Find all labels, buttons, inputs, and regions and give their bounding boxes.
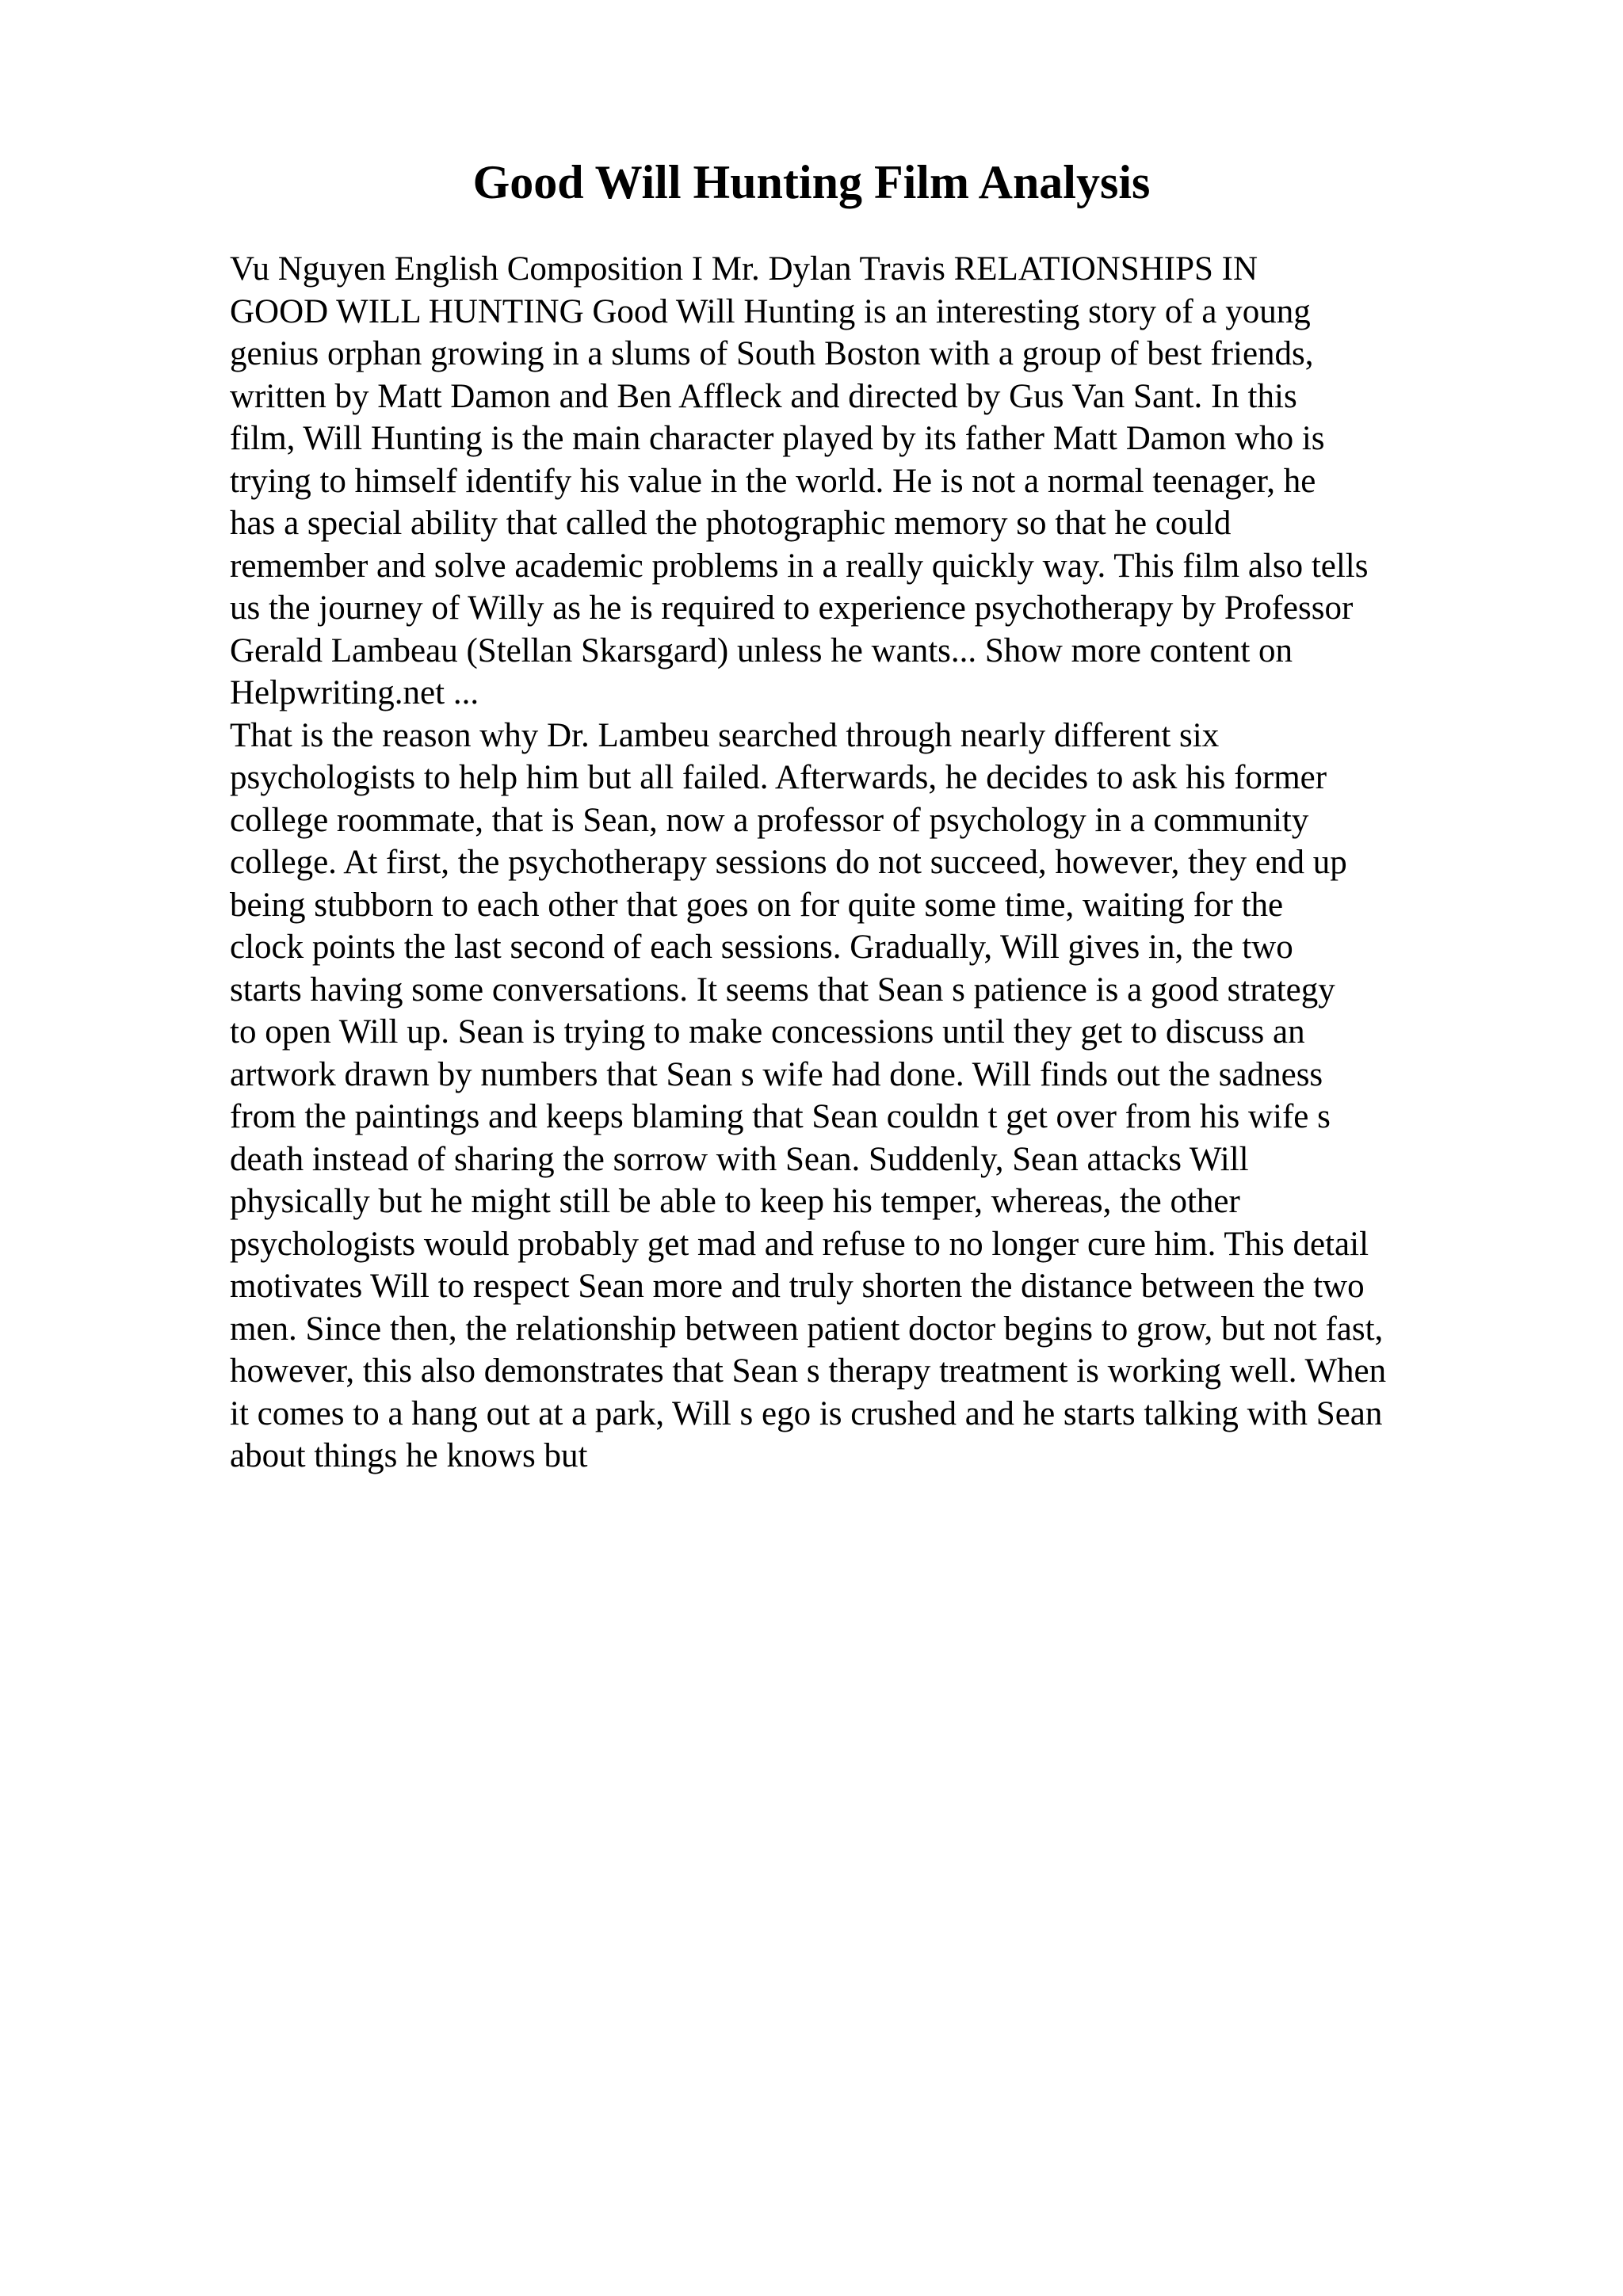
body-line: from the paintings and keeps blaming that Sean couldn t get over from his wife s — [230, 1098, 1331, 1135]
body-line: Vu Nguyen English Composition I Mr. Dylan Travis RELATIONSHIPS IN — [230, 250, 1258, 288]
body-line: trying to himself identify his value in the world. He is not a normal teenager, he — [230, 462, 1316, 500]
body-line: to open Will up. Sean is trying to make concessions until they get to discuss an — [230, 1013, 1305, 1051]
body-line: men. Since then, the relationship between patient doctor begins to grow, but not fast, — [230, 1310, 1384, 1348]
body-line: artwork drawn by numbers that Sean s wife had done. Will finds out the sadness — [230, 1055, 1323, 1093]
body-line: psychologists to help him but all failed. Afterwards, he decides to ask his former — [230, 759, 1327, 796]
body-line: us the journey of Willy as he is required to experience psychotherapy by Professor — [230, 589, 1354, 627]
body-line: college roommate, that is Sean, now a professor of psychology in a community — [230, 801, 1309, 839]
body-line: starts having some conversations. It seems that Sean s patience is a good strategy — [230, 971, 1335, 1009]
body-line: motivates Will to respect Sean more and truly shorten the distance between the two — [230, 1268, 1365, 1305]
body-line: GOOD WILL HUNTING Good Will Hunting is an interesting story of a young — [230, 292, 1311, 330]
body-line: death instead of sharing the sorrow with Sean. Suddenly, Sean attacks Will — [230, 1140, 1249, 1178]
body-line: Gerald Lambeau (Stellan Skarsgard) unless he wants... Show more content on — [230, 631, 1293, 669]
body-line: being stubborn to each other that goes on for quite some time, waiting for the — [230, 886, 1284, 924]
body-line: psychologists would probably get mad and refuse to no longer cure him. This detail — [230, 1225, 1369, 1263]
body-line: physically but he might still be able to keep his temper, whereas, the other — [230, 1183, 1240, 1220]
body-line: however, this also demonstrates that Sean s therapy treatment is working well. When — [230, 1352, 1387, 1390]
body-line: remember and solve academic problems in a really quickly way. This film also tells — [230, 547, 1369, 585]
body-line: clock points the last second of each sessions. Gradually, Will gives in, the two — [230, 929, 1293, 966]
body-line: That is the reason why Dr. Lambeu searched through nearly different six — [230, 716, 1220, 754]
body-line: has a special ability that called the photographic memory so that he could — [230, 505, 1232, 542]
body-line: written by Matt Damon and Ben Affleck and directed by Gus Van Sant. In this — [230, 377, 1297, 415]
body-line: Helpwriting.net ... — [230, 674, 479, 711]
body-line: it comes to a hang out at a park, Will s ego is crushed and he starts talking with Sean — [230, 1394, 1383, 1432]
body-line: college. At first, the psychotherapy sessions do not succeed, however, they end up — [230, 844, 1347, 881]
body-line: about things he knows but — [230, 1437, 588, 1474]
body-line: film, Will Hunting is the main character played by its father Matt Damon who is — [230, 420, 1325, 457]
body-line: genius orphan growing in a slums of South Boston with a group of best friends, — [230, 335, 1314, 372]
document-title: Good Will Hunting Film Analysis — [472, 156, 1151, 208]
document-body — [230, 248, 1514, 1478]
